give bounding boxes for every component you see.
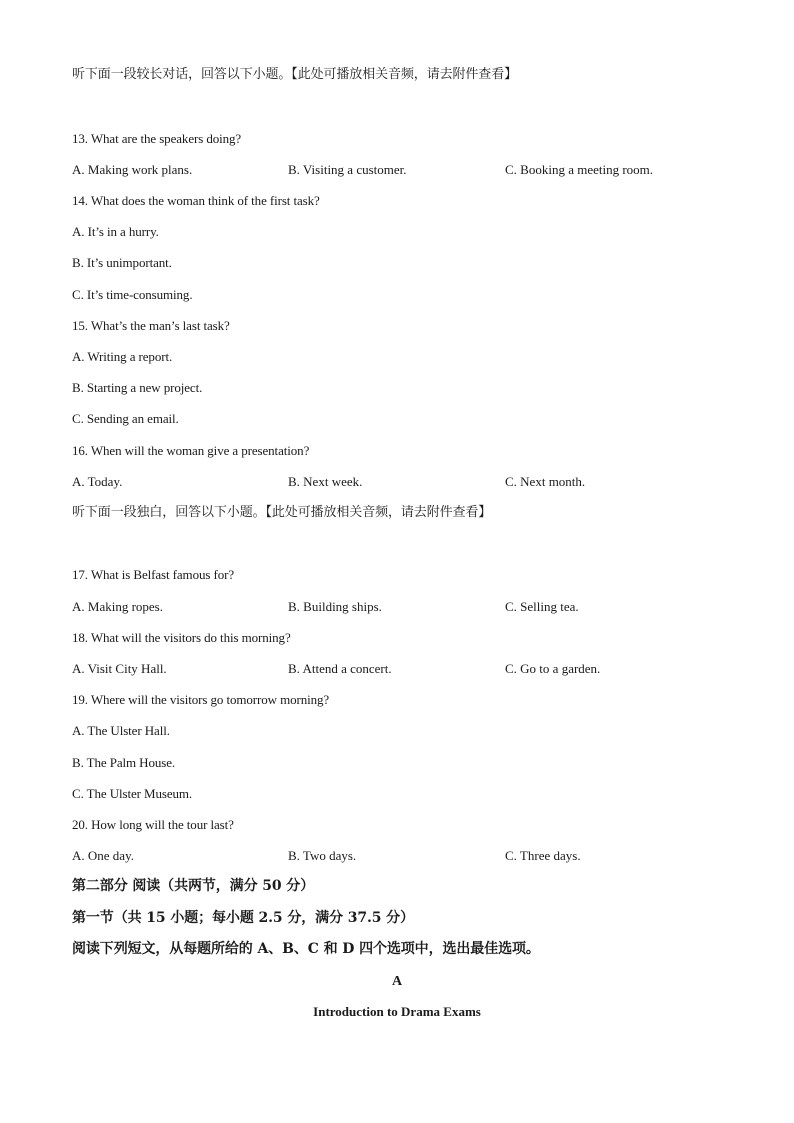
question-14-stem: 14. What does the woman think of the first task? <box>72 193 320 208</box>
option-a: A. One day. <box>72 848 134 863</box>
option-c: C. Selling tea. <box>505 599 579 614</box>
reading-instruction: 阅读下列短文，从每题所给的 A、B、C 和 D 四个选项中，选出最佳选项。 <box>72 941 540 957</box>
option-b: B. Two days. <box>288 848 357 863</box>
part-two-heading: 第二部分 阅读（共两节，满分 50 分） <box>72 878 315 894</box>
option-c: C. Next month. <box>505 474 586 489</box>
question-17-stem: 17. What is Belfast famous for? <box>72 567 235 582</box>
option-c: C. It’s time-consuming. <box>72 287 193 302</box>
section-one-heading: 第一节（共 15 小题；每小题 2.5 分，满分 37.5 分） <box>72 910 414 926</box>
option-a: A. It’s in a hurry. <box>72 224 159 239</box>
option-a: A. Today. <box>72 474 123 489</box>
dialogue-instruction: 听下面一段较长对话，回答以下小题。【此处可播放相关音频，请去附件查看】 <box>72 67 518 82</box>
option-c: C. Sending an email. <box>72 411 179 426</box>
question-16-options <box>72 474 752 490</box>
monologue-instruction: 听下面一段独白，回答以下小题。【此处可播放相关音频，请去附件查看】 <box>72 505 492 520</box>
question-18-options <box>72 661 752 677</box>
option-b: B. Building ships. <box>288 599 382 614</box>
option-b: B. The Palm House. <box>72 755 176 770</box>
question-18-stem: 18. What will the visitors do this morning? <box>72 630 291 645</box>
option-b: B. It’s unimportant. <box>72 255 172 270</box>
option-a: A. The Ulster Hall. <box>72 723 170 738</box>
question-20-stem: 20. How long will the tour last? <box>72 817 234 832</box>
passage-letter: A <box>391 974 403 989</box>
question-20-options <box>72 848 752 864</box>
option-b: B. Starting a new project. <box>72 380 203 395</box>
option-b: B. Visiting a customer. <box>288 162 407 177</box>
question-16-stem: 16. When will the woman give a presentation? <box>72 443 310 458</box>
option-a: A. Making ropes. <box>72 599 163 614</box>
option-c: C. The Ulster Museum. <box>72 786 193 801</box>
passage-title: Introduction to Drama Exams <box>313 1004 481 1019</box>
option-b: B. Next week. <box>288 474 363 489</box>
question-17-options <box>72 599 752 615</box>
question-13-options <box>72 162 752 178</box>
option-a: A. Visit City Hall. <box>72 661 167 676</box>
option-c: C. Three days. <box>505 848 581 863</box>
question-19-stem: 19. Where will the visitors go tomorrow morning? <box>72 692 330 707</box>
option-c: C. Go to a garden. <box>505 661 601 676</box>
option-c: C. Booking a meeting room. <box>505 162 654 177</box>
question-13-stem: 13. What are the speakers doing? <box>72 131 242 146</box>
option-a: A. Writing a report. <box>72 349 173 364</box>
option-a: A. Making work plans. <box>72 162 193 177</box>
question-15-stem: 15. What’s the man’s last task? <box>72 318 230 333</box>
option-b: B. Attend a concert. <box>288 661 392 676</box>
